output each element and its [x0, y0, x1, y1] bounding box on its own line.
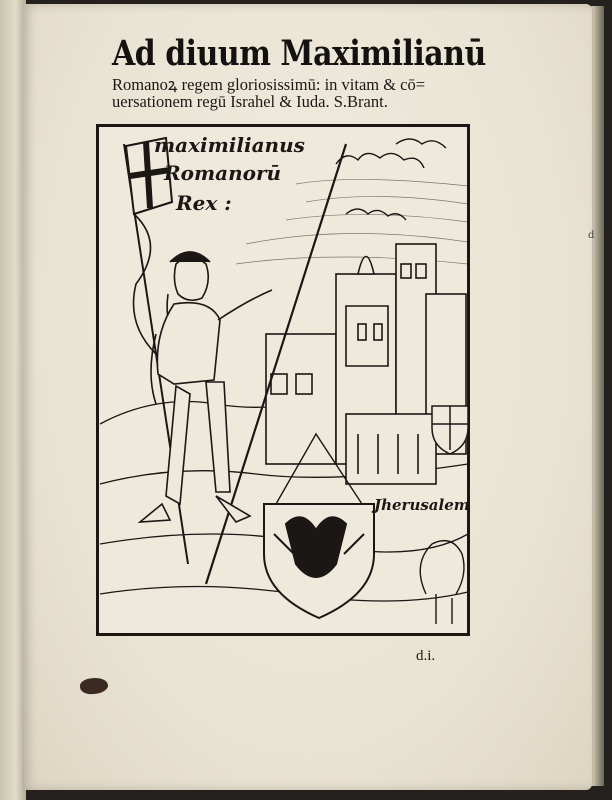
caption-romanorum: Romanorū: [164, 161, 282, 185]
page-title: Ad diuum Maximilianū: [112, 34, 486, 75]
woodcut-illustration: [96, 124, 470, 636]
city-label: Jherusalem: [374, 496, 470, 514]
edge-mark: d: [588, 230, 595, 241]
caption-rex: Rex :: [176, 191, 232, 215]
caption-maximilianus: maximilianus: [154, 133, 305, 157]
subtitle-line-2: uersationem regū Israhel & Iuda. S.Brant.: [112, 92, 388, 111]
subtitle-line-1: Romanoꝝ regem gloriosissimū: in vitam & cō=: [112, 75, 426, 94]
signature-mark: d.i.: [416, 648, 436, 664]
